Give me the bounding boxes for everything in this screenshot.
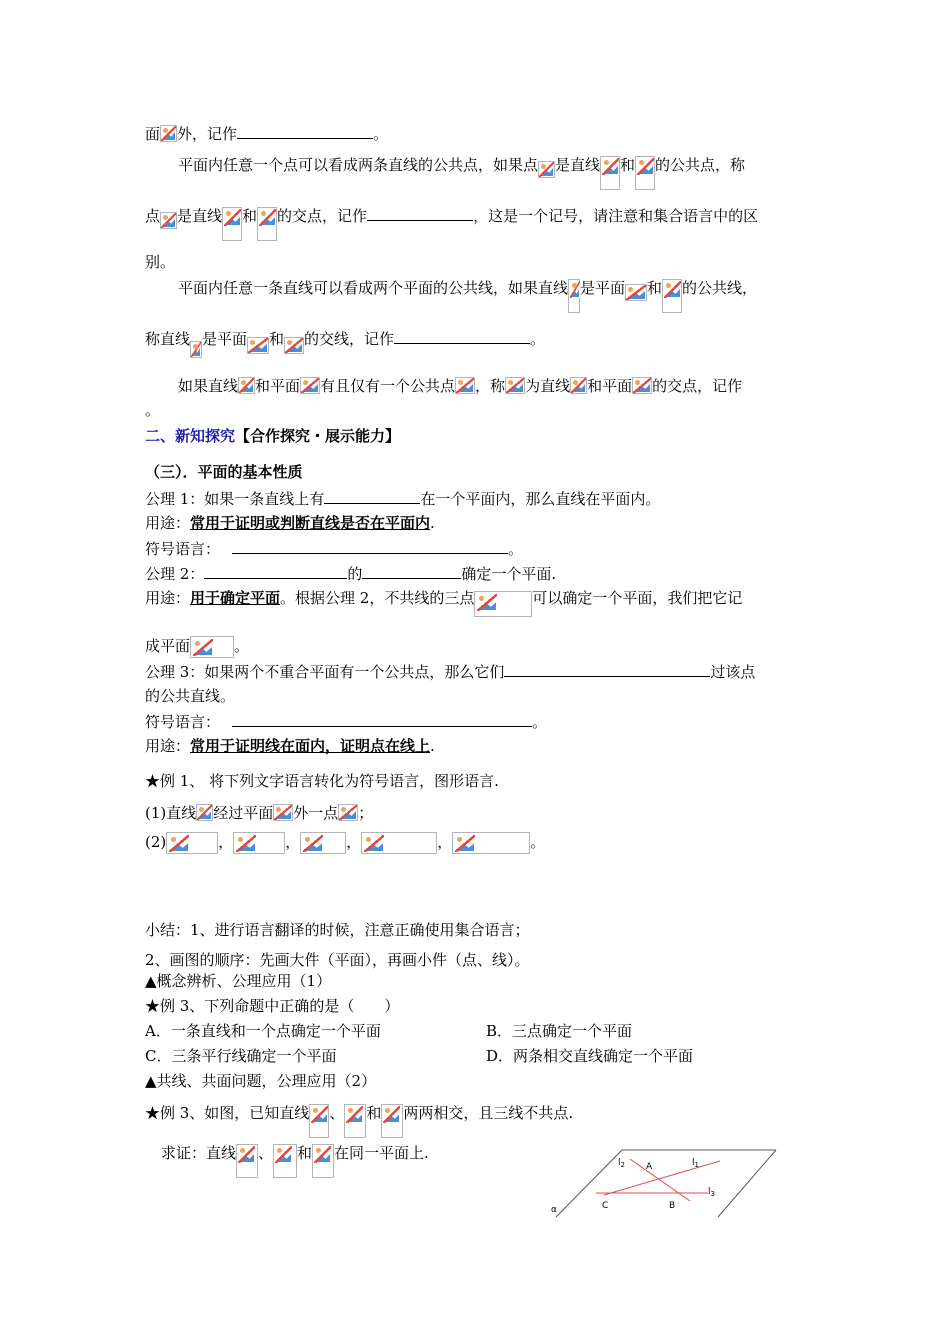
label-l2	[618, 1158, 625, 1169]
text: 成平面	[145, 637, 191, 655]
image-placeholder-icon	[284, 337, 304, 354]
image-placeholder-icon	[169, 835, 189, 852]
section-heading-blue: 二、新知探究	[145, 427, 236, 445]
text: 。	[508, 540, 524, 558]
text-line	[178, 155, 745, 190]
emphasis: 常用于证明或判断直线是否在平面内	[190, 514, 431, 532]
text: 是平面	[580, 279, 626, 297]
usage-3	[145, 736, 435, 756]
image-placeholder-icon	[273, 804, 293, 821]
text: 两两相交，且三线不共点.	[403, 1104, 574, 1122]
axiom-3-cont: 的公共直线。	[145, 687, 236, 705]
text: 称直线	[145, 330, 191, 348]
image-placeholder-box	[222, 207, 242, 241]
label-l1	[692, 1158, 699, 1169]
label-sub: 2	[620, 1161, 625, 1169]
image-placeholder-icon	[238, 377, 255, 394]
summary-1: 小结：1、进行语言翻译的时候，注意正确使用集合语言；	[145, 921, 530, 939]
image-placeholder-box	[166, 832, 218, 854]
image-placeholder-icon	[346, 1106, 363, 1123]
fill-blank[interactable]	[324, 488, 420, 504]
image-placeholder-box	[474, 591, 532, 617]
text: 的	[347, 565, 363, 583]
image-placeholder-icon	[275, 1146, 292, 1163]
usage-2-cont	[145, 636, 249, 658]
text: 平面内任意一条直线可以看成两个平面的公共线，如果直线	[178, 279, 569, 297]
text: ，	[437, 833, 453, 851]
image-placeholder-icon	[160, 125, 177, 142]
text-line	[145, 328, 545, 358]
text: 的交线，记作	[304, 330, 395, 348]
text-line	[178, 278, 757, 313]
plane-edge	[718, 1150, 776, 1217]
image-placeholder-box	[662, 279, 682, 313]
axiom-3	[145, 661, 755, 682]
text: 的交点，记作	[277, 207, 368, 225]
text: 用途：	[145, 589, 191, 607]
text-line	[145, 205, 758, 241]
text: 和平面	[587, 377, 633, 395]
option-a: A．一条直线和一个点确定一个平面	[145, 1022, 381, 1040]
image-placeholder-icon	[300, 377, 320, 394]
text: ，	[346, 833, 362, 851]
image-placeholder-box	[236, 1144, 258, 1178]
text: (2)	[145, 833, 167, 851]
text: 面	[145, 125, 161, 143]
text: 平面内任意一个点可以看成两条直线的公共点，如果点	[178, 156, 539, 174]
fill-blank[interactable]	[232, 711, 532, 727]
label-l3	[708, 1187, 715, 1198]
text: 外，记作	[177, 125, 238, 143]
text: ，	[218, 833, 234, 851]
text-line	[145, 123, 388, 144]
summary-2: 2、画图的顺序：先画大件（平面），再画小件（点、线）。	[145, 951, 530, 969]
image-placeholder-icon	[311, 1106, 328, 1123]
emphasis: 常用于证明线在面内，证明点在线上	[190, 737, 431, 755]
image-placeholder-icon	[664, 281, 681, 298]
text: 。	[373, 125, 389, 143]
example-3: ★例 3、下列命题中正确的是（ ）	[145, 997, 400, 1015]
text: 符号语言：	[145, 540, 221, 558]
example-1-part-2	[145, 832, 545, 854]
subsection-heading: （三）．平面的基本性质	[145, 463, 303, 481]
image-placeholder-box	[273, 1144, 297, 1178]
label-point-c: C	[602, 1201, 609, 1211]
image-placeholder-box	[381, 1104, 403, 1138]
image-placeholder-box	[344, 1104, 366, 1138]
text: 用途：	[145, 737, 191, 755]
proof-statement	[161, 1143, 429, 1178]
image-placeholder-box	[257, 207, 277, 241]
symbol-1	[145, 538, 523, 559]
image-placeholder-box	[300, 832, 346, 854]
label-point-a: A	[646, 1162, 653, 1172]
text: 和	[366, 1104, 382, 1122]
text: 和	[620, 156, 636, 174]
image-placeholder-box	[190, 636, 234, 658]
fill-blank[interactable]	[232, 538, 508, 554]
text: 和	[297, 1144, 313, 1162]
label-sub: 3	[710, 1190, 715, 1198]
image-placeholder-icon	[193, 639, 213, 656]
topic-marker: ▲概念辨析、公理应用（1）	[145, 972, 332, 990]
text: 。	[234, 637, 250, 655]
image-placeholder-box	[233, 832, 285, 854]
axiom-1	[145, 488, 660, 509]
text-line: 。	[145, 401, 161, 419]
line-l2	[630, 1159, 690, 1201]
image-placeholder-icon	[570, 377, 587, 394]
option-d: D．两条相交直线确定一个平面	[486, 1047, 694, 1065]
text: 。	[532, 713, 548, 731]
label-l: l	[708, 1187, 711, 1197]
text: 求证：直线	[161, 1144, 237, 1162]
image-placeholder-icon	[303, 835, 323, 852]
label-l: l	[692, 1158, 695, 1168]
text: 外一点	[293, 804, 339, 822]
symbol-3	[145, 711, 547, 732]
image-placeholder-icon	[338, 804, 358, 821]
image-placeholder-icon	[538, 161, 555, 178]
fill-blank[interactable]	[504, 661, 710, 677]
image-placeholder-icon	[632, 377, 652, 394]
image-placeholder-icon	[602, 158, 619, 175]
text: ，这是一个记号，请注意和集合语言中的区	[473, 207, 759, 225]
section-heading-black: 【合作探究・展示能力】	[235, 427, 401, 445]
text: ；	[358, 804, 374, 822]
text: 确定一个平面.	[461, 565, 557, 583]
image-placeholder-box	[600, 156, 620, 190]
text: ，	[285, 833, 301, 851]
image-placeholder-icon	[570, 281, 580, 298]
example-1-part-1	[145, 803, 373, 823]
text: 。	[530, 330, 546, 348]
label-l: l	[618, 1158, 621, 1168]
text: 在一个平面内，那么直线在平面内。	[420, 490, 661, 508]
image-placeholder-icon	[224, 209, 241, 226]
image-placeholder-icon	[190, 341, 202, 358]
text: .	[430, 514, 435, 532]
text: 在同一平面上.	[334, 1144, 429, 1162]
image-placeholder-icon	[455, 835, 475, 852]
image-placeholder-box	[452, 832, 530, 854]
image-placeholder-icon	[625, 284, 647, 301]
image-placeholder-icon	[236, 835, 256, 852]
plane-lines-figure	[540, 1145, 780, 1220]
text: 是直线	[555, 156, 601, 174]
image-placeholder-icon	[505, 377, 525, 394]
text: 点	[145, 207, 161, 225]
text: 符号语言：	[145, 713, 221, 731]
text: 、	[258, 1144, 274, 1162]
text: 和	[269, 330, 285, 348]
text: 的公共点，称	[655, 156, 746, 174]
image-placeholder-box	[312, 1144, 334, 1178]
text: 和	[647, 279, 663, 297]
image-placeholder-icon	[455, 377, 475, 394]
text: (1)直线	[145, 804, 197, 822]
label-alpha: α	[551, 1205, 557, 1215]
image-placeholder-box	[568, 279, 580, 313]
text: 、	[329, 1104, 345, 1122]
text: .	[430, 737, 435, 755]
label-point-b: B	[669, 1201, 676, 1211]
example-1: ★例 1、 将下列文字语言转化为符号语言，图形语言.	[145, 772, 499, 790]
image-placeholder-icon	[477, 594, 497, 611]
fill-blank[interactable]	[394, 328, 530, 344]
topic-marker: ▲共线、共面问题，公理应用（2）	[145, 1072, 377, 1090]
image-placeholder-icon	[637, 158, 654, 175]
option-c: C．三条平行线确定一个平面	[145, 1047, 337, 1065]
image-placeholder-icon	[259, 209, 276, 226]
text: 。根据公理 2，不共线的三点	[280, 589, 475, 607]
image-placeholder-icon	[247, 337, 269, 354]
text: 是平面	[202, 330, 248, 348]
image-placeholder-box	[309, 1104, 329, 1138]
image-placeholder-icon	[196, 804, 213, 821]
image-placeholder-icon	[238, 1146, 255, 1163]
fill-blank[interactable]	[204, 563, 347, 579]
text: 。	[530, 833, 546, 851]
text: 公理 3：如果两个不重合平面有一个公共点，那么它们	[145, 663, 505, 681]
text: 用途：	[145, 514, 191, 532]
label-sub: 1	[694, 1161, 699, 1169]
section-heading	[145, 426, 400, 446]
fill-blank[interactable]	[362, 563, 461, 579]
emphasis: 用于确定平面	[190, 589, 281, 607]
usage-1	[145, 513, 435, 533]
text: 是直线	[177, 207, 223, 225]
text: ★例 3、如图，已知直线	[145, 1104, 310, 1122]
option-b: B．三点确定一个平面	[486, 1022, 633, 1040]
usage-2	[145, 588, 742, 617]
fill-blank[interactable]	[367, 205, 473, 221]
text: 和平面	[255, 377, 301, 395]
text: 公理 2：	[145, 565, 205, 583]
fill-blank[interactable]	[237, 123, 373, 139]
text: 的公共线，	[682, 279, 758, 297]
text: 经过平面	[213, 804, 274, 822]
image-placeholder-icon	[314, 1146, 331, 1163]
text-line	[178, 376, 742, 396]
text: 为直线	[525, 377, 571, 395]
text-line: 别。	[145, 253, 176, 271]
text: 和	[242, 207, 258, 225]
image-placeholder-icon	[383, 1106, 400, 1123]
image-placeholder-box	[361, 832, 437, 854]
text: 公理 1：如果一条直线上有	[145, 490, 325, 508]
text: 过该点	[710, 663, 756, 681]
axiom-2	[145, 563, 556, 584]
image-placeholder-icon	[364, 835, 384, 852]
text: 可以确定一个平面，我们把它记	[532, 589, 743, 607]
plane-edge	[556, 1150, 622, 1217]
text: 的交点，记作	[652, 377, 743, 395]
text: ，称	[475, 377, 506, 395]
text: 如果直线	[178, 377, 239, 395]
image-placeholder-box	[635, 156, 655, 190]
example-3b	[145, 1103, 573, 1138]
image-placeholder-icon	[160, 212, 177, 229]
text: 有且仅有一个公共点	[320, 377, 456, 395]
